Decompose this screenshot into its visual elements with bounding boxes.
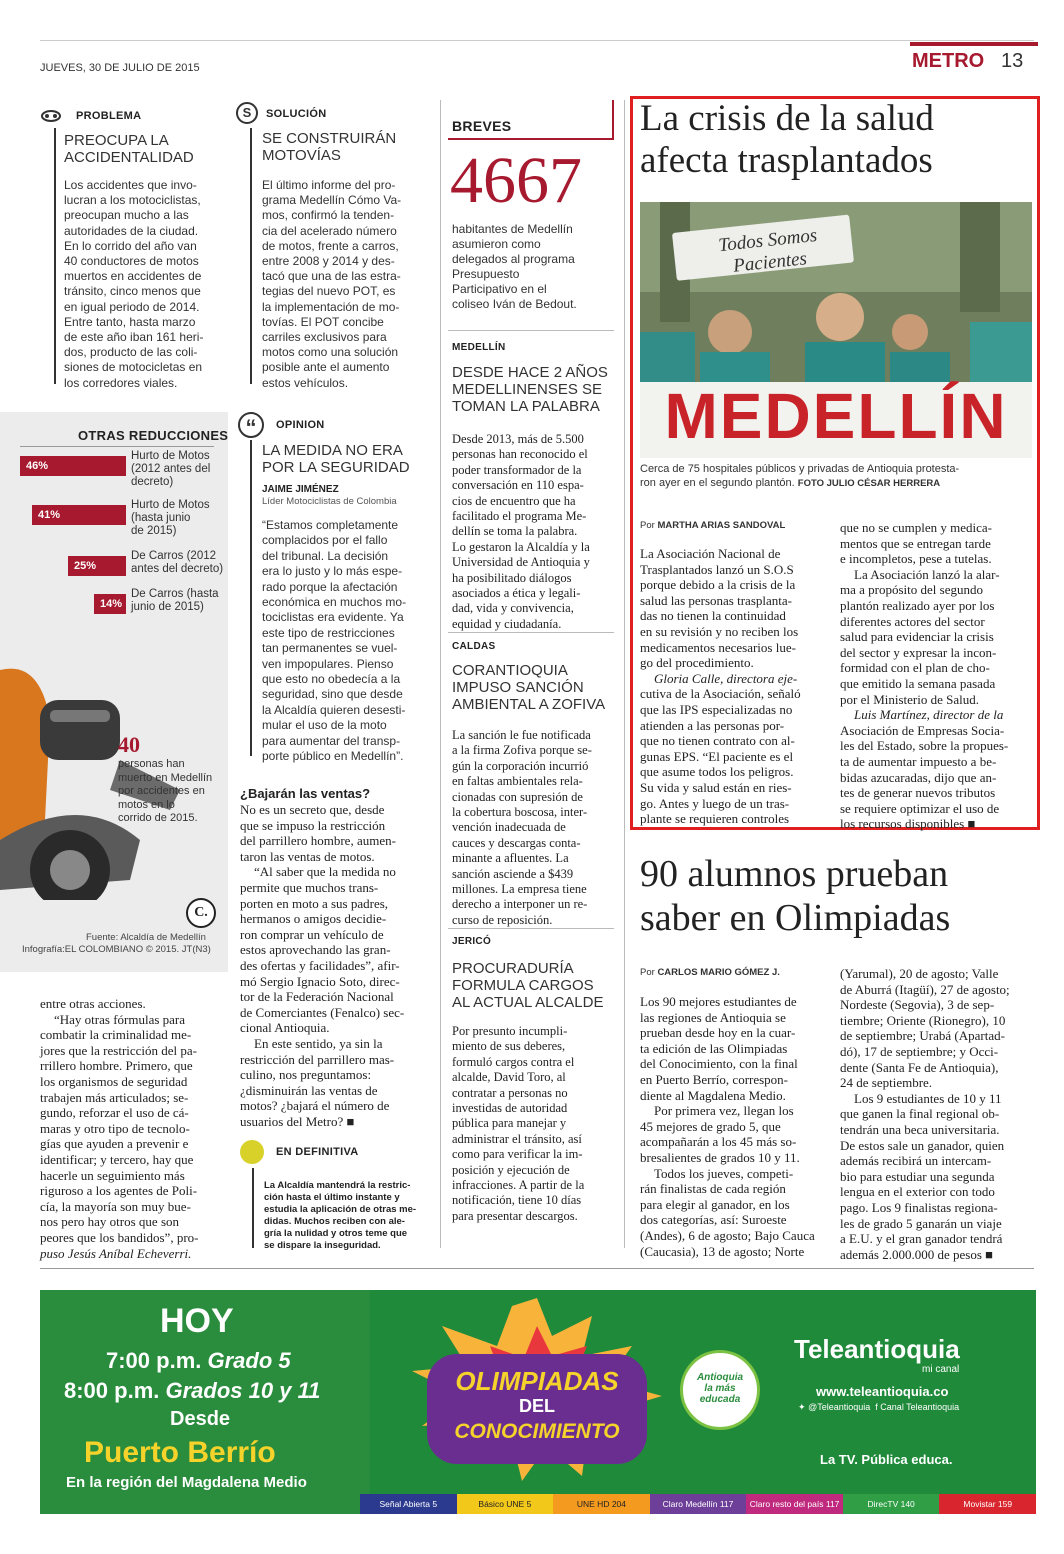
ad-place: Puerto Berrío bbox=[84, 1436, 276, 1469]
solucion-body: El último informe del pro- grama Medellín Cómo Va- mos, confirmó la tenden- cia del acelerado número de motos, frente a carros, entre 2008 y 2014 y des- tacó que una de las estra- tegias del nuevo POT, es la implementación de mo- tovías. El POT concibe carriles exclusivos para motos como una solución posible ante el aumento estos vehículos. bbox=[262, 178, 402, 390]
ad-schedule-1: 7:00 p.m. Grado 5 bbox=[106, 1348, 291, 1373]
article-text-col1: entre otras acciones. “Hay otras fórmulas para combatir la criminalidad me- jores que la restricción del pa- rrillero hombre. Primero, que los organismos de seguridad trabajen más articulados; se- gundo, reforzar el uso de cá- maras y otro tipo de tecnolo- gías que ayuden a prevenir e identificar; y tercero, hay que hacerle un seguimiento más riguroso a los agentes de Poli- cía, la mayoría son muy bue- nos pero hay otros que son peores que los bandidos”, pro- puso Jesús Aníbal Echeverri. bbox=[40, 996, 199, 1261]
breves-rule-left bbox=[440, 100, 441, 1248]
story2-byline: Por CARLOS MARIO GÓMEZ J. bbox=[640, 967, 780, 978]
facebook-icon: f bbox=[875, 1402, 878, 1412]
stat-number: 40 bbox=[118, 732, 140, 757]
breves-underline bbox=[448, 138, 614, 140]
photo-credit: FOTO JULIO CÉSAR HERRERA bbox=[797, 478, 941, 489]
infographic-title: OTRAS REDUCCIONES bbox=[78, 428, 229, 443]
teleantioquia-ad bbox=[40, 1290, 1036, 1514]
antioquia-badge-text: Antioquia la más educada bbox=[696, 1372, 744, 1405]
ad-slogan: La TV. Pública educa. bbox=[820, 1452, 953, 1467]
breve-2-place: CALDAS bbox=[452, 641, 496, 652]
infographic-credit: Infografía:EL COLOMBIANO © 2015. JT(N3) bbox=[22, 944, 211, 955]
breves-big-number: 4667 bbox=[450, 144, 582, 217]
subhead: ¿Bajarán las ventas? bbox=[240, 786, 371, 801]
en-definitiva-rule bbox=[252, 1168, 254, 1248]
article-text-col2: No es un secreto que, desde que se impuso la restricción del parrillero hombre, aumen- taron las ventas de motos. “Al saber que la medida no permite que muchos trans- porten en moto a sus padres, hermanos o amigos decidie- ron comprar un vehículo de estos aprovechando las gran- des ofertas y facilidades”, afir- mó Sergio Ignacio Soto, direc- tor de la Federación Nacional de Comerciantes (Fenalco) sec- cional Antioquia. En este sentido, ya sin la restricción del parrillero mas- culino, nos preguntamos: ¿disminuirán las ventas de motos? ¿bajará el número de usuarios del Metro? ■ bbox=[240, 802, 405, 1129]
logo-icon: C. bbox=[186, 898, 216, 928]
logo-text-top: OLIMPIADAS bbox=[455, 1366, 619, 1396]
en-definitiva-body: La Alcaldía mantendrá la restric- ción hasta el último instante y estudia la aplicación de otras me- didas. Muchos reciben con ale- gría la nulidad y otros teme que se dispare la inseguridad. bbox=[264, 1180, 417, 1251]
breves-big-text: habitantes de Medellín asumieron como delegados al programa Presupuesto Participativo en el coliseo Iván de Bedout. bbox=[452, 222, 577, 311]
problema-label: PROBLEMA bbox=[76, 110, 142, 122]
top-rule bbox=[40, 40, 1034, 41]
channel-2: Básico UNE 5 bbox=[457, 1494, 554, 1514]
page-number: 13 bbox=[1001, 50, 1024, 72]
opinion-label: OPINION bbox=[276, 419, 325, 431]
ad-region: En la región del Magdalena Medio bbox=[66, 1474, 307, 1491]
story2-headline: 90 alumnos prueban saber en Olimpiadas bbox=[640, 853, 951, 939]
story1-byline: Por MARTHA ARIAS SANDOVAL bbox=[640, 520, 786, 531]
opinion-author: JAIME JIMÉNEZ bbox=[262, 484, 339, 495]
quote-icon: “ bbox=[238, 412, 264, 438]
protest-photo bbox=[640, 202, 1032, 458]
bar-3: 25% bbox=[68, 556, 126, 576]
ad-channels bbox=[360, 1494, 1036, 1514]
opinion-title: LA MEDIDA NO ERA POR LA SEGURIDAD bbox=[262, 442, 410, 476]
bar-label-3: De Carros (2012 antes del decreto) bbox=[131, 550, 224, 575]
breve-2-body: La sanción le fue notificada a la firma Zofiva porque se- gún la corporación incurrió en faltas ambientales rela- cionadas con supresión de la cobertura boscosa, inter- vención inadecuada de cauces y descargas conta- minante a afluentes. La sanción asciende a $439 millones. La empresa tiene derecho a interponer un re- curso de reposición. bbox=[452, 728, 592, 927]
ad-social: ✦ @Teleantioquia f Canal Teleantioquia bbox=[798, 1402, 960, 1412]
ad-brand: Teleantioquia bbox=[794, 1334, 960, 1364]
summary-icon bbox=[240, 1140, 264, 1164]
ad-desde: Desde bbox=[170, 1408, 231, 1430]
breves-label: BREVES bbox=[452, 118, 512, 134]
section-accent bbox=[910, 42, 1038, 46]
problema-body: Los accidentes que invo- lucran a los motociclistas, preocupan mucho a las autoridades de la ciudad. En lo corrido del año van 40 conductores de motos muertos en accidentes de tránsito, cinco menos que en igual periodo de 2014. Entre tanto, hasta marzo de este año iban 161 heri- dos, producto de las coli- siones de motocicletas en los corredores viales. bbox=[64, 178, 204, 390]
breve-3-place: JERICÓ bbox=[452, 936, 492, 947]
ad-schedule-2: 8:00 p.m. Grados 10 y 11 bbox=[64, 1378, 321, 1403]
story1-col2: que no se cumplen y medica- mentos que se entregan tarde e incompletos, pese a tutelas. La Asociación lanzó la alar- ma a propósito del segundo plantón realizado ayer por los diferentes actores del sector salud para evidenciar la crisis del sector y expresar la incon- formidad con el plan de cho- que emitido la semana pasada por el Ministerio de Salud. Luis Martínez, director de la Asociación de Empresas Socia- les del Estado, sobre la propues- ta de aumentar impuesto a be- bidas azucaradas, dijo que an- tes de generar nuevos tributos se requiere optimizar el uso de los recursos disponibles ■ bbox=[840, 520, 1009, 832]
story1-headline: La crisis de la salud afecta trasplantados bbox=[640, 98, 934, 181]
bar-label-4: De Carros (hasta junio de 2015) bbox=[131, 588, 219, 613]
channel-7: Movistar 159 bbox=[939, 1494, 1036, 1514]
bar-4: 14% bbox=[94, 594, 126, 614]
breve-3-body: Por presunto incumpli- miento de sus deberes, formuló cargos contra el alcalde, David Toro, al contratar a personas no investidas de autoridad pública para manejar y administrar el tránsito, así como para verificar la im- posición y ejecución de infracciones. A partir de la notificación, tiene 10 días para presentar descargos. bbox=[452, 1024, 585, 1223]
channel-3: UNE HD 204 bbox=[553, 1494, 650, 1514]
story2-col2: (Yarumal), 20 de agosto; Valle de Aburrá (Itagüí), 27 de agosto; Nordeste (Segovia), 3 de sep- tiembre; Oriente (Rionegro), 10 de septiembre; Urabá (Apartad- dó), 17 de septiembre; y Occi- dente (Santa Fe de Antioquia), 24 de septiembre. Los 9 estudiantes de 10 y 11 que ganen la final regional ob- tendrán una beca universitaria. De estos sale un ganador, quien además recibirá un intercam- bio para estudiar una segunda lengua en el exterior con todo pago. Los 9 finalistas regiona- les de grado 5 ganarán un viaje a E.U. y el gran ganador tendrá además 2.000.000 de pesos ■ bbox=[840, 966, 1010, 1262]
section-name: METRO bbox=[912, 50, 985, 72]
bar-label-1: Hurto de Motos (2012 antes del decreto) bbox=[131, 450, 211, 488]
breves-sep-3 bbox=[448, 928, 614, 929]
page-date: JUEVES, 30 DE JULIO DE 2015 bbox=[40, 62, 200, 74]
solucion-rule bbox=[250, 128, 252, 384]
problema-title: PREOCUPA LA ACCIDENTALIDAD bbox=[64, 132, 194, 166]
breves-sep-2 bbox=[448, 632, 614, 633]
logo-text-mid: DEL bbox=[519, 1396, 555, 1416]
opinion-author-role: Líder Motociclistas de Colombia bbox=[262, 496, 397, 507]
problema-rule bbox=[54, 128, 56, 384]
breve-3-title: PROCURADURÍA FORMULA CARGOS AL ACTUAL ALCALDE bbox=[452, 960, 604, 1011]
opinion-rule bbox=[250, 440, 252, 756]
infographic-rule bbox=[20, 446, 214, 447]
bar-2: 41% bbox=[32, 505, 126, 525]
ad-brand-sub: mi canal bbox=[922, 1364, 960, 1375]
protest-sign: Todos Somos Pacientes bbox=[717, 224, 819, 277]
medellin-banner-text: MEDELLÍN bbox=[664, 380, 1008, 452]
solution-icon: S bbox=[236, 102, 258, 124]
breve-2-title: CORANTIOQUIA IMPUSO SANCIÓN AMBIENTAL A ZOFIVA bbox=[452, 662, 606, 713]
breves-sep-1 bbox=[448, 330, 614, 331]
solucion-label: SOLUCIÓN bbox=[266, 108, 327, 120]
breve-1-title: DESDE HACE 2 AÑOS MEDELLINENSES SE TOMAN LA PALABRA bbox=[452, 364, 608, 415]
bar-label-2: Hurto de Motos (hasta junio de 2015) bbox=[131, 499, 210, 537]
channel-5: Claro resto del país 117 bbox=[746, 1494, 843, 1514]
en-definitiva-label: EN DEFINITIVA bbox=[276, 1146, 359, 1158]
ad-hoy: HOY bbox=[160, 1302, 234, 1340]
opinion-body: “Estamos completamente complacidos por el fallo del tribunal. La decisión era lo justo y lo más espe- rado porque la afectación económica en muchos mo- tociclistas era evidente. Ya este tipo de restricciones tan permanentes se vuel- ven impopulares. Pienso que esto no obedecía a la seguridad, sino que desde la Alcaldía quieren desesti- mular el uso de la moto para aumentar del transp- porte público en Medellín”. bbox=[262, 518, 407, 764]
solucion-title: SE CONSTRUIRÁN MOTOVÍAS bbox=[262, 130, 397, 164]
mask-icon bbox=[40, 104, 62, 126]
stat-text: personas han muerto en Medellín por accidentes en motos en lo corrido de 2015. bbox=[118, 758, 213, 824]
story1-col1: La Asociación Nacional de Trasplantados lanzó un S.O.S porque debido a la crisis de la salud las personas trasplanta- das no tienen la continuidad en su revisión y no reciben los medicamentos necesarios lue- go del procedimiento. Gloria Calle, directora eje- cutiva de la Asociación, señaló que las IPS especializadas no atienden a las personas por- que no tienen contrato con al- gunas EPS. “El paciente es el que asume todos los peligros. Su vida y salud están en ries- go. Antes y luego de un tras- plante se requieren controles bbox=[640, 546, 801, 827]
infographic-source: Fuente: Alcaldía de Medellín bbox=[86, 932, 206, 943]
breve-1-body: Desde 2013, más de 5.500 personas han reconocido el poder transformador de la conversación en 110 espa- cios de encuentro que ha facilitado el programa Me- dellín se toma la palabra. Lo gestaron la Alcaldía y la Universidad de Antioquia y ha posibilitado diálogos asociados a ética y legali- dad, vida y convivencia, equidad y ciudadanía. bbox=[452, 432, 590, 631]
channel-6: DirecTV 140 bbox=[843, 1494, 940, 1514]
logo-text-bot: CONOCIMIENTO bbox=[454, 1420, 620, 1443]
bar-1: 46% bbox=[20, 456, 126, 476]
breves-rule-right bbox=[624, 100, 625, 1248]
channel-4: Claro Medellín 117 bbox=[650, 1494, 747, 1514]
ad-rule bbox=[40, 1268, 1034, 1269]
channel-1: Señal Abierta 5 bbox=[360, 1494, 457, 1514]
photo-caption: Cerca de 75 hospitales públicos y privadas de Antioquia protesta- ron ayer en el segundo plantón. FOTO JULIO CÉSAR HERRERA bbox=[640, 463, 960, 489]
olimpiadas-logo bbox=[402, 1296, 672, 1484]
breve-1-place: MEDELLÍN bbox=[452, 342, 506, 353]
breves-accent bbox=[612, 100, 614, 140]
twitter-icon: ✦ bbox=[798, 1402, 806, 1412]
ad-url: www.teleantioquia.co bbox=[816, 1384, 949, 1399]
story2-col1: Los 90 mejores estudiantes de las regiones de Antioquia se prueban desde hoy en la cuar- ta edición de las Olimpiadas del Conocimiento, con la final en Puerto Berrío, correspon- diente al Magdalena Medio. Por primera vez, llegan los 45 mejores de grado 5, que acompañarán a los 45 más so- bresalientes de grados 10 y 11. Todos los jueves, competi- rán finalistas de cada región para elegir al ganador, en los dos categorías, así: Suroeste (Andes), 6 de agosto; Bajo Cauca (Caucasia), 13 de agosto; Norte bbox=[640, 994, 815, 1259]
